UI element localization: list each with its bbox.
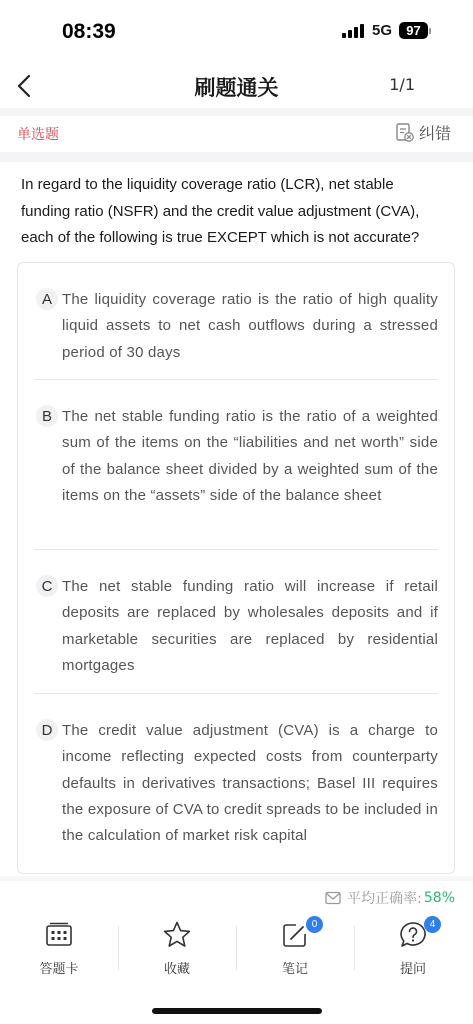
- home-indicator: [152, 1008, 322, 1014]
- option-d[interactable]: [36, 718, 438, 850]
- tab-label: 收藏: [163, 962, 190, 977]
- option-text: The net stable funding ratio is the ratio of a weighted sum of the items on the “liabilities and net worth” side of the balance sheet divided by a weighted sum of the items on the “assets” side of the balance sheet: [62, 408, 438, 504]
- battery-level: 97: [399, 22, 428, 39]
- tab-label: 提问: [399, 962, 426, 977]
- bottom-tab-bar: [0, 918, 473, 980]
- status-indicators: [342, 22, 431, 39]
- section-divider-2: [0, 152, 473, 162]
- accuracy-value: 58%: [423, 890, 455, 906]
- notes-count-badge: 0: [306, 916, 323, 933]
- option-text: The credit value adjustment (CVA) is a charge to income reflecting expected costs from counterparty defaults in derivatives transactions; Basel III requires the exposure of CVA to credit spreads to be included in the calculation of market risk capital: [62, 722, 438, 845]
- option-divider: [34, 693, 438, 694]
- option-letter: C: [36, 575, 58, 597]
- accuracy-label: 平均正确率:: [347, 891, 422, 907]
- network-label: 5G: [371, 22, 392, 39]
- tab-favorite[interactable]: [118, 918, 236, 980]
- signal-icon: [342, 24, 366, 38]
- option-text: The liquidity coverage ratio is the ratio of high quality liquid assets to net cash outflows during a stressed period of 30 days: [62, 291, 438, 361]
- questions-count-badge: 4: [424, 916, 441, 933]
- mail-icon: [325, 891, 341, 905]
- tab-label: 答题卡: [39, 962, 79, 977]
- options-card: [17, 262, 455, 874]
- question-type-label: 单选题: [17, 127, 59, 143]
- battery-icon: [399, 22, 431, 39]
- report-error-icon: [395, 122, 415, 144]
- tab-answer-card[interactable]: [0, 918, 118, 980]
- option-a[interactable]: [36, 287, 438, 367]
- answer-card-icon: [44, 920, 74, 950]
- footer-divider: [0, 876, 473, 881]
- status-bar: [0, 0, 473, 62]
- report-error-label: 纠错: [418, 124, 451, 143]
- page-title: 刷题通关: [194, 76, 279, 100]
- tab-label: 笔记: [281, 962, 308, 977]
- option-letter: B: [36, 405, 58, 427]
- report-error-button[interactable]: [395, 121, 451, 144]
- section-divider: [0, 108, 473, 116]
- option-letter: A: [36, 288, 58, 310]
- option-divider: [34, 379, 438, 380]
- accuracy-stats: [325, 888, 455, 908]
- option-letter: D: [36, 719, 58, 741]
- option-divider: [34, 549, 438, 550]
- nav-bar: [0, 62, 473, 110]
- option-c[interactable]: [36, 574, 438, 680]
- status-time: 08:39: [62, 20, 116, 43]
- question-progress: 1/1: [389, 75, 415, 94]
- question-meta-row: [0, 116, 473, 152]
- tab-ask[interactable]: [354, 918, 472, 980]
- star-icon: [162, 920, 192, 950]
- tab-notes[interactable]: [236, 918, 354, 980]
- option-b[interactable]: [36, 404, 438, 536]
- option-text: The net stable funding ratio will increase if retail deposits are replaced by wholesales deposits and if marketable securities are replaced by residential mortgages: [62, 578, 438, 674]
- question-stem: In regard to the liquidity coverage ratio (LCR), net stable funding ratio (NSFR) and the credit value adjustment (CVA), each of the following is true EXCEPT which is not accurate?: [21, 176, 420, 246]
